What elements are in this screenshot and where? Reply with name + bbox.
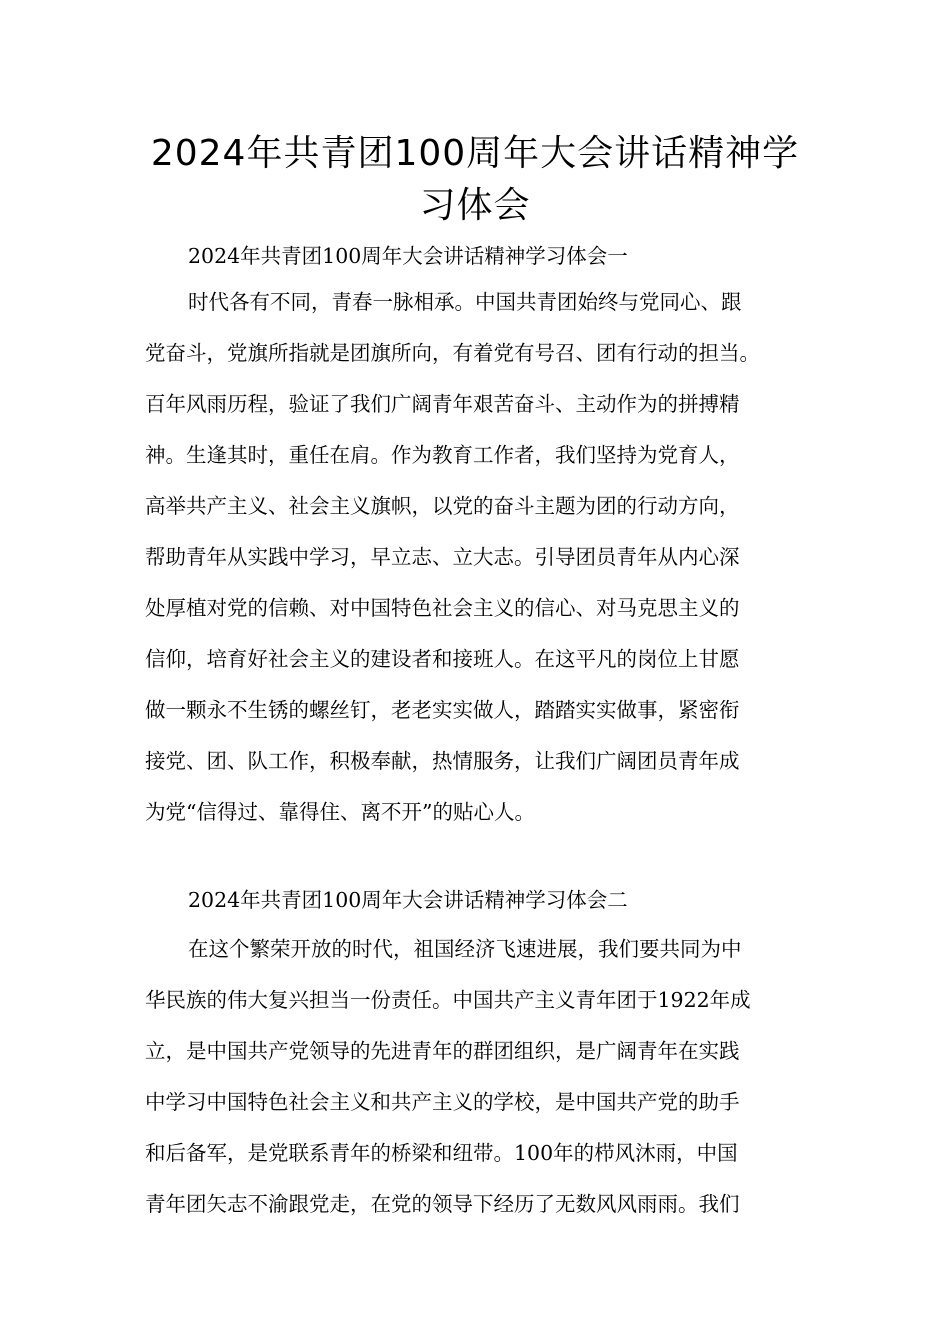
section1-line: 帮助青年从实践中学习，早立志、立大志。引导团员青年从内心深 bbox=[145, 545, 740, 569]
section1-line: 信仰，培育好社会主义的建设者和接班人。在这平凡的岗位上甘愿 bbox=[145, 647, 740, 671]
section1-line: 时代各有不同，青春一脉相承。中国共青团始终与党同心、跟 bbox=[188, 290, 742, 314]
section2-line: 中学习中国特色社会主义和共产主义的学校，是中国共产党的助手 bbox=[145, 1090, 740, 1114]
document-title-line-1: 2024年共青团100周年大会讲话精神学 bbox=[150, 133, 800, 174]
section1-line: 为党“信得过、靠得住、离不开”的贴心人。 bbox=[145, 800, 535, 824]
section2-line: 华民族的伟大复兴担当一份责任。中国共产主义青年团于1922年成 bbox=[145, 988, 751, 1012]
section1-line: 神。生逢其时，重任在肩。作为教育工作者，我们坚持为党育人， bbox=[145, 443, 740, 467]
section1-line: 做一颗永不生锈的螺丝钉，老老实实做人，踏踏实实做事，紧密衔 bbox=[145, 698, 740, 722]
section2-line: 青年团矢志不渝跟党走，在党的领导下经历了无数风风雨雨。我们 bbox=[145, 1192, 740, 1216]
section1-heading: 2024年共青团100周年大会讲话精神学习体会一 bbox=[188, 244, 628, 268]
section1-line: 处厚植对党的信赖、对中国特色社会主义的信心、对马克思主义的 bbox=[145, 596, 740, 620]
section2-heading: 2024年共青团100周年大会讲话精神学习体会二 bbox=[188, 888, 628, 912]
document-title-line-2: 习体会 bbox=[419, 185, 531, 226]
section1-line: 百年风雨历程，验证了我们广阔青年艰苦奋斗、主动作为的拼搏精 bbox=[145, 392, 740, 416]
section2-line: 在这个繁荣开放的时代，祖国经济飞速进展，我们要共同为中 bbox=[188, 937, 742, 961]
section1-line: 接党、团、队工作，积极奉献，热情服务，让我们广阔团员青年成 bbox=[145, 749, 740, 773]
section1-line: 党奋斗，党旗所指就是团旗所向，有着党有号召、团有行动的担当。 bbox=[145, 341, 760, 365]
section2-line: 和后备军，是党联系青年的桥梁和纽带。100年的栉风沐雨，中国 bbox=[145, 1141, 738, 1165]
section1-line: 高举共产主义、社会主义旗帜，以党的奋斗主题为团的行动方向， bbox=[145, 494, 740, 518]
section2-line: 立，是中国共产党领导的先进青年的群团组织，是广阔青年在实践 bbox=[145, 1039, 740, 1063]
